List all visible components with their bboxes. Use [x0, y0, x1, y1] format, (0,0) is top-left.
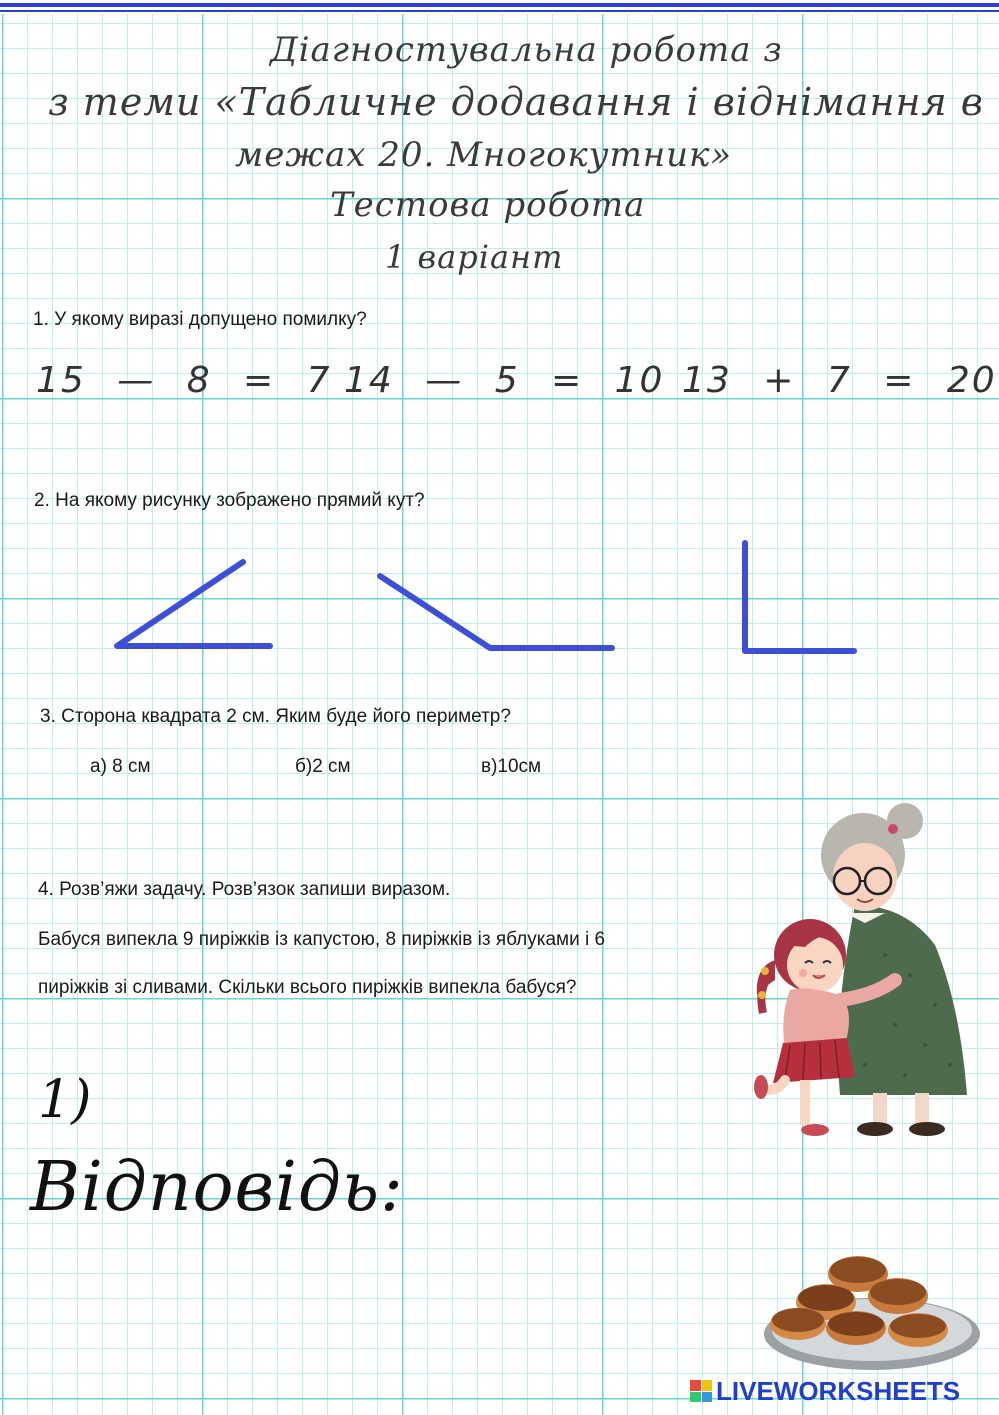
- title-line-2: з теми «Табличне додавання і віднімання в: [48, 80, 984, 124]
- acute-angle-figure: [105, 552, 280, 657]
- question-1: 1. У якому виразі допущено помилку?: [33, 309, 367, 330]
- answer-label: Відповідь:: [30, 1148, 404, 1227]
- expression-1: 15 — 8 = 7: [36, 360, 332, 401]
- solution-step-1: 1): [38, 1070, 92, 1130]
- title-line-3: межах 20. Многокутник»: [235, 135, 733, 175]
- right-angle-figure: [736, 535, 864, 660]
- title-line-4: Тестова робота: [330, 185, 646, 225]
- option-a[interactable]: а) 8 см: [90, 756, 151, 777]
- brand-logo-icon: [690, 1380, 712, 1402]
- expression-3: 13 + 7 = 20: [682, 360, 997, 401]
- expression-2: 14 — 5 = 10: [344, 360, 665, 401]
- title-line-1: Діагностувальна робота з: [270, 30, 783, 70]
- question-3: 3. Сторона квадрата 2 см. Яким буде його периметр?: [40, 706, 511, 727]
- top-border: [0, 0, 999, 14]
- grandma-girl-illustration: [745, 795, 970, 1145]
- question-4: 4. Розв’яжи задачу. Розв’язок запиши виразом.: [38, 879, 451, 900]
- problem-line-2: пиріжків зі сливами. Скільки всього пиріжків випекла бабуся?: [38, 977, 577, 998]
- question-2: 2. На якому рисунку зображено прямий кут?: [34, 490, 425, 511]
- title-line-5: 1 варіант: [385, 238, 564, 276]
- liveworksheets-logo[interactable]: [690, 1377, 960, 1405]
- option-c[interactable]: в)10см: [481, 756, 542, 777]
- pastries-plate-illustration: [758, 1252, 986, 1374]
- problem-line-1: Бабуся випекла 9 пиріжків із капустою, 8 пиріжків із яблуками і 6: [38, 929, 606, 950]
- obtuse-angle-figure: [370, 566, 620, 658]
- brand-name: LIVEWORKSHEETS: [716, 1375, 961, 1406]
- option-b[interactable]: б)2 см: [295, 756, 351, 777]
